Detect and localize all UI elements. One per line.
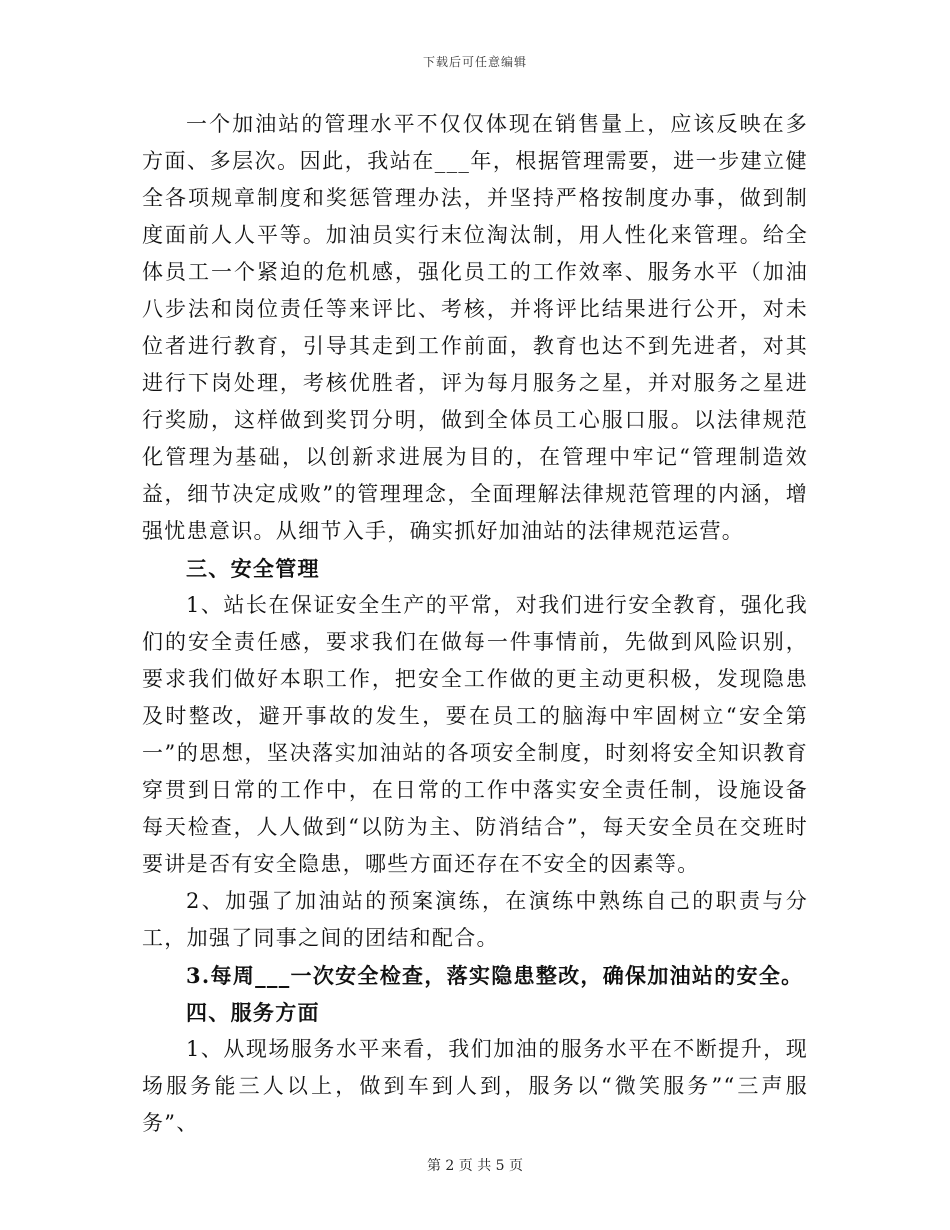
section-heading-service: 四、服务方面 bbox=[186, 1000, 320, 1025]
paragraph-service-level: 1、从现场服务水平来看，我们加油的服务水平在不断提升，现场服务能三人以上，做到车到人到，服务以“微笑服务”“三声服务”、 bbox=[142, 1037, 808, 1135]
paragraph-management-level: 一个加油站的管理水平不仅仅体现在销售量上，应该反映在多方面、多层次。因此，我站在___年，根据管理需要，进一步建立健全各项规章制度和奖惩管理办法，并坚持严格按制度办事，做到制度面前人人平等。加油员实行末位淘汰制，用人性化来管理。给全体员工一个紧迫的危机感，强化员工的工作效率、服务水平（加油八步法和岗位责任等来评比、考核，并将评比结果进行公开，对未位者进行教育，引导其走到工作前面，教育也达不到先进者，对其进行下岗处理，考核优胜者，评为每月服务之星，并对服务之星进行奖励，这样做到奖罚分明，做到全体员工心服口服。以法律规范化管理为基础，以创新求进展为目的，在管理中牢记“管理制造效益，细节决定成败”的管理理念，全面理解法律规范管理的内涵，增强忧患意识。从细节入手，确实抓好加油站的法律规范运营。 bbox=[142, 112, 808, 543]
paragraph-weekly-inspection: 3.每周___一次安全检查，落实隐患整改，确保加油站的安全。 bbox=[186, 963, 804, 988]
page-header: 下载后可任意编辑 bbox=[422, 55, 527, 69]
paragraph-drills: 2、加强了加油站的预案演练，在演练中熟练自己的职责与分工，加强了同事之间的团结和配合。 bbox=[142, 889, 808, 950]
document-body bbox=[142, 106, 808, 1142]
page-footer: 第 2 页 共 5 页 bbox=[426, 1158, 524, 1174]
section-heading-safety: 三、安全管理 bbox=[186, 556, 320, 581]
paragraph-safety-education: 1、站长在保证安全生产的平常，对我们进行安全教育，强化我们的安全责任感，要求我们在做每一件事情前，先做到风险识别，要求我们做好本职工作，把安全工作做的更主动更积极，发现隐患及时整改，避开事故的发生，要在员工的脑海中牢固树立“安全第一”的思想，坚决落实加油站的各项安全制度，时刻将安全知识教育穿贯到日常的工作中，在日常的工作中落实安全责任制，设施设备每天检查，人人做到“以防为主、防消结合”，每天安全员在交班时要讲是否有安全隐患，哪些方面还存在不安全的因素等。 bbox=[142, 593, 808, 876]
